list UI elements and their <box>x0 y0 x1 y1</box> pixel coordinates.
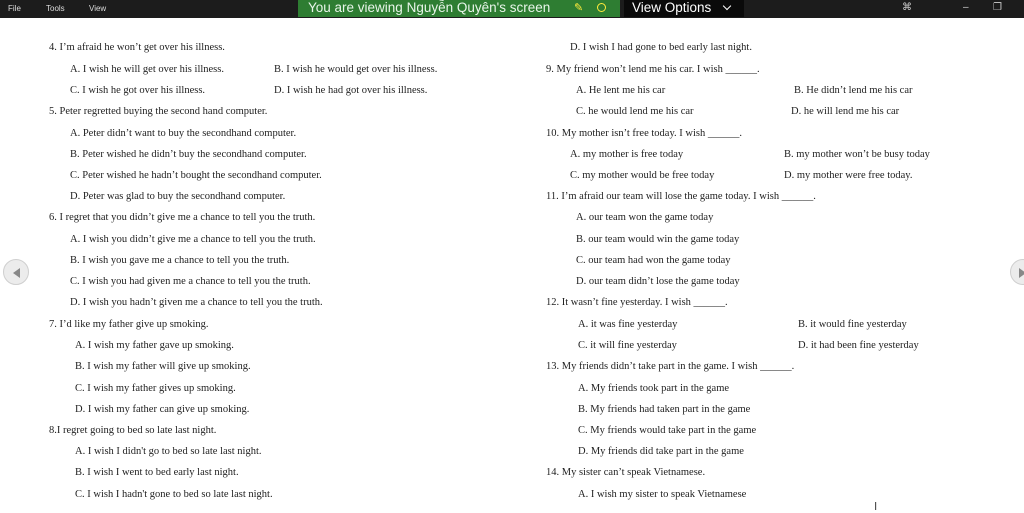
question-4: 4. I’m afraid he won’t get over his illness. <box>49 42 225 53</box>
top-toolbar <box>0 0 1024 18</box>
text-cursor-icon: I <box>874 500 878 513</box>
option-text: B. He didn’t lend me his car <box>794 85 913 96</box>
option-text: A. I wish my sister to speak Vietnamese <box>578 489 747 500</box>
option-text: D. our team didn’t lose the game today <box>576 276 740 287</box>
option-text: C. I wish my father gives up smoking. <box>75 383 236 394</box>
option-text: B. My friends had taken part in the game <box>578 404 751 415</box>
option-text: C. it will fine yesterday <box>578 340 677 351</box>
option-text: D. he will lend me his car <box>791 106 900 117</box>
option-text: B. my mother won’t be busy today <box>784 149 930 160</box>
question-13: 13. My friends didn’t take part in the game. I wish ______. <box>546 361 795 372</box>
option-text: A. Peter didn’t want to buy the secondhand computer. <box>70 128 297 139</box>
question-7: 7. I’d like my father give up smoking. <box>49 319 209 330</box>
question-11: 11. I’m afraid our team will lose the game today. I wish ______. <box>546 191 816 202</box>
question-6: 6. I regret that you didn’t give me a chance to tell you the truth. <box>49 212 316 223</box>
maximize-icon[interactable]: ❐ <box>993 2 1002 13</box>
option-text: B. I wish I went to bed early last night. <box>75 467 239 478</box>
menu-view[interactable]: View <box>89 4 107 13</box>
option-text: A. I wish I didn't go to bed so late last night. <box>75 446 262 457</box>
chevron-right-icon[interactable] <box>1010 259 1024 285</box>
option-text: A. He lent me his car <box>576 85 666 96</box>
banner-text: You are viewing Nguyễn Quyên's screen <box>308 0 551 15</box>
option-text: C. my mother would be free today <box>570 170 715 181</box>
menu-file[interactable]: File <box>8 4 21 13</box>
option-text: D. My friends did take part in the game <box>578 446 744 457</box>
option-text: B. I wish my father will give up smoking. <box>75 361 251 372</box>
option-text: B. it would fine yesterday <box>798 319 907 330</box>
option-text: B. I wish you gave me a chance to tell you the truth. <box>70 255 290 266</box>
chevron-left-icon[interactable] <box>3 259 29 285</box>
option-text: C. Peter wished he hadn’t bought the secondhand computer. <box>70 170 322 181</box>
option-text: D. I wish he had got over his illness. <box>274 85 428 96</box>
option-text: C. I wish he got over his illness. <box>70 85 206 96</box>
view-options-button[interactable] <box>624 0 744 17</box>
question-9: 9. My friend won’t lend me his car. I wish ______. <box>546 64 760 75</box>
option-text: C. I wish I hadn't gone to bed so late last night. <box>75 489 273 500</box>
option-text: B. I wish he would get over his illness. <box>274 64 438 75</box>
option-text: A. my mother is free today <box>570 149 684 160</box>
option-text: A. our team won the game today <box>576 212 714 223</box>
option-text: C. My friends would take part in the game <box>578 425 757 436</box>
option-text: B. our team would win the game today <box>576 234 740 245</box>
pin-icon[interactable]: ✎ <box>574 2 584 14</box>
question-14: 14. My sister can’t speak Vietnamese. <box>546 467 706 478</box>
option-text: D. my mother were free today. <box>784 170 913 181</box>
option-text: A. My friends took part in the game <box>578 383 730 394</box>
menu-tools[interactable]: Tools <box>46 4 65 13</box>
screen-share-banner <box>298 0 620 17</box>
option-text: B. Peter wished he didn’t buy the secondhand computer. <box>70 149 307 160</box>
restore-icon[interactable]: ⌘ <box>902 2 912 13</box>
info-icon[interactable] <box>597 3 606 12</box>
option-text: D. I wish my father can give up smoking. <box>75 404 250 415</box>
question-10: 10. My mother isn’t free today. I wish ______. <box>546 128 742 139</box>
question-12: 12. It wasn’t fine yesterday. I wish ______. <box>546 297 728 308</box>
minimize-icon[interactable]: – <box>963 2 969 13</box>
option-text: D. it had been fine yesterday <box>798 340 919 351</box>
question-5: 5. Peter regretted buying the second hand computer. <box>49 106 268 117</box>
question-8: 8.I regret going to bed so late last night. <box>49 425 217 436</box>
option-text: A. I wish you didn’t give me a chance to tell you the truth. <box>70 234 316 245</box>
option-text: D. Peter was glad to buy the secondhand computer. <box>70 191 286 202</box>
option-text: C. I wish you had given me a chance to tell you the truth. <box>70 276 311 287</box>
option-text: C. he would lend me his car <box>576 106 694 117</box>
chevron-down-icon <box>723 2 731 10</box>
option-text: D. I wish you hadn’t given me a chance to tell you the truth. <box>70 297 323 308</box>
view-options-label: View Options <box>632 0 712 15</box>
option-text: A. it was fine yesterday <box>578 319 678 330</box>
option-text: A. I wish my father gave up smoking. <box>75 340 234 351</box>
option-text: D. I wish I had gone to bed early last night. <box>570 42 752 53</box>
option-text: A. I wish he will get over his illness. <box>70 64 224 75</box>
option-text: C. our team had won the game today <box>576 255 731 266</box>
